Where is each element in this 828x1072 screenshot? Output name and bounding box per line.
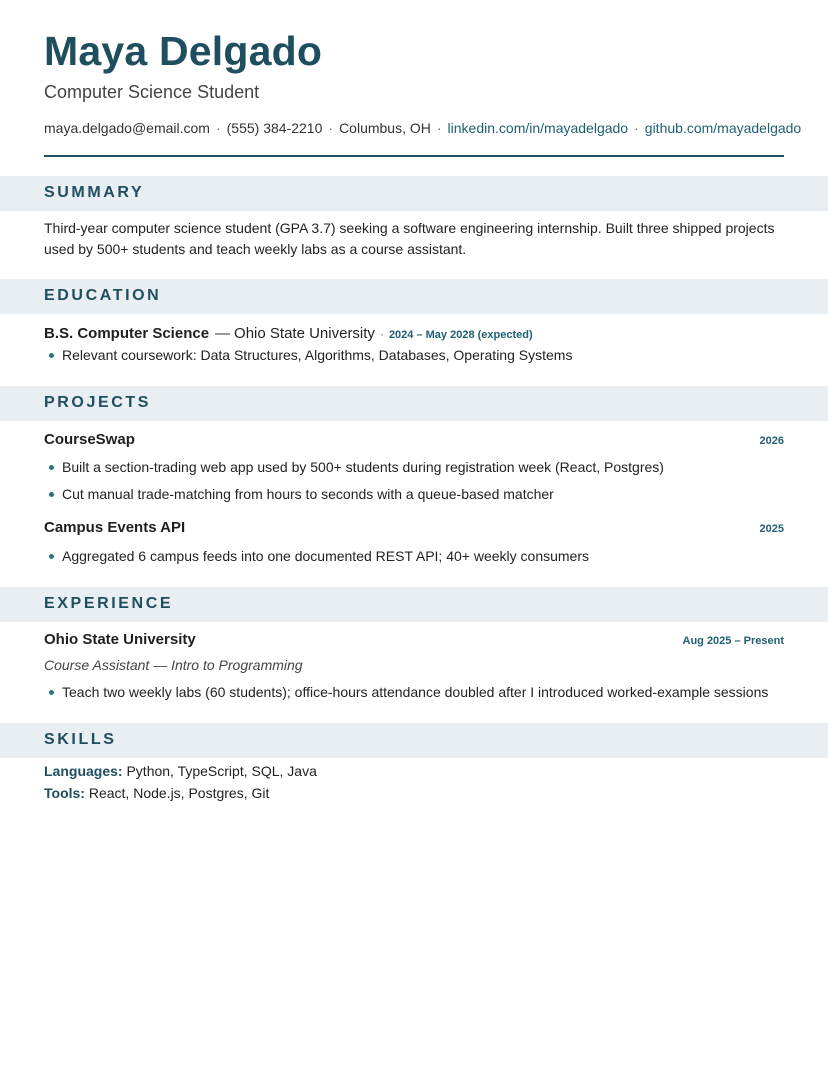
experience-bullet: Teach two weekly labs (60 students); office-hours attendance doubled after I introduced worked-example sessions bbox=[62, 684, 769, 700]
education-separator: · bbox=[379, 327, 384, 341]
section-title-experience: EXPERIENCE bbox=[44, 595, 174, 612]
resume-title: Computer Science Student bbox=[44, 82, 260, 102]
project-bullet: Cut manual trade-matching from hours to seconds with a queue-based matcher bbox=[62, 486, 554, 502]
section-title-summary: SUMMARY bbox=[44, 184, 145, 201]
section-title-projects: PROJECTS bbox=[44, 394, 152, 411]
project-year: 2026 bbox=[759, 435, 784, 447]
summary-text: Third-year computer science student (GPA 3.7) seeking a software engineering internship. Built three shipped projects used by 500+ students and teach weekly labs as a course assistant. bbox=[44, 220, 775, 257]
contact-separator: · bbox=[436, 120, 442, 136]
education-bullet: Relevant coursework: Data Structures, Algorithms, Databases, Operating Systems bbox=[62, 347, 573, 363]
section-header-summary bbox=[0, 176, 828, 211]
resume-name: Maya Delgado bbox=[44, 28, 323, 74]
experience-org: Ohio State University bbox=[44, 631, 196, 648]
skills-languages-value: Python, TypeScript, SQL, Java bbox=[126, 763, 317, 779]
education-dates: 2024 – May 2028 (expected) bbox=[388, 329, 533, 341]
github-link[interactable]: github.com/mayadelgado bbox=[644, 120, 802, 136]
skills-languages bbox=[44, 762, 317, 780]
contact-separator: · bbox=[328, 120, 334, 136]
header-divider bbox=[44, 155, 784, 157]
contact-line bbox=[44, 119, 801, 137]
linkedin-link[interactable]: linkedin.com/in/mayadelgado bbox=[447, 120, 629, 136]
experience-dates: Aug 2025 – Present bbox=[682, 635, 784, 647]
skills-tools bbox=[44, 784, 269, 802]
skills-languages-label: Languages: bbox=[44, 763, 123, 779]
contact-email: maya.delgado@email.com bbox=[44, 120, 210, 136]
project-title: Campus Events API bbox=[44, 519, 186, 536]
contact-separator: · bbox=[634, 120, 639, 136]
skills-tools-label: Tools: bbox=[44, 785, 85, 801]
contact-location: Columbus, OH bbox=[339, 120, 431, 136]
education-dash: — bbox=[215, 325, 231, 342]
contact-phone: (555) 384-2210 bbox=[226, 120, 323, 136]
project-title: CourseSwap bbox=[44, 431, 135, 448]
section-header-education bbox=[0, 279, 828, 314]
section-header-experience bbox=[0, 587, 828, 622]
section-title-skills: SKILLS bbox=[44, 731, 117, 748]
project-bullet: Aggregated 6 campus feeds into one documented REST API; 40+ weekly consumers bbox=[62, 548, 589, 564]
experience-role: Course Assistant — Intro to Programming bbox=[44, 657, 303, 673]
project-year: 2025 bbox=[759, 523, 784, 535]
skills-tools-value: React, Node.js, Postgres, Git bbox=[88, 785, 270, 801]
project-bullet: Built a section-trading web app used by 500+ students during registration week (React, Postgres) bbox=[62, 459, 664, 475]
contact-separator: · bbox=[215, 120, 221, 136]
education-entry bbox=[44, 324, 533, 345]
education-degree: B.S. Computer Science bbox=[44, 325, 210, 342]
section-title-education: EDUCATION bbox=[44, 287, 162, 304]
section-header-skills bbox=[0, 723, 828, 758]
section-header-projects bbox=[0, 386, 828, 421]
education-school: Ohio State University bbox=[234, 325, 375, 342]
